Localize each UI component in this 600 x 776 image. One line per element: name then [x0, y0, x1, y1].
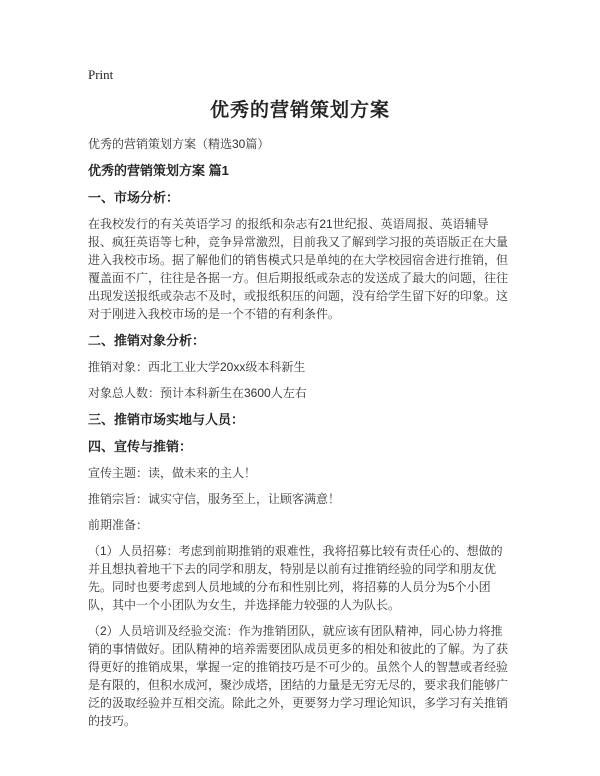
- doc-heading-target-analysis: 二、推销对象分析：: [88, 333, 206, 348]
- doc-heading-market-staff: 三、推销市场实地与人员：: [88, 412, 245, 427]
- doc-heading-part1: 优秀的营销策划方案 篇1: [88, 163, 229, 178]
- doc-paragraph-promo-theme: 宣传主题：读，做未来的主人！: [88, 466, 257, 480]
- doc-paragraph-preparation: 前期准备：: [88, 518, 149, 532]
- doc-heading-promotion: 四、宣传与推销：: [88, 439, 193, 454]
- doc-paragraph-recruitment: （1）人员招募：考虑到前期推销的艰难性，我将招募比较有责任心的、想做的并且想执着地干下去的同学和朋友，特别是以前有过推销经验的同学和朋友优先。同时也要考虑到人员地域的分布和性别比列，将招募的人员分为5个小团队，其中一个小团队为女生，并选择能力较强的人为队长。: [88, 544, 503, 612]
- doc-paragraph-target-count: 对象总人数：预计本科新生在3600人左右: [88, 386, 307, 400]
- page-title: 优秀的营销策划方案: [209, 100, 390, 121]
- print-button[interactable]: Print: [88, 67, 114, 82]
- doc-paragraph-training: （2）人员培训及经验交流：作为推销团队，就应该有团队精神，同心协力将推销的事情做好。团队精神的培养需要团队成员更多的相处和彼此的了解。为了获得更好的推销成果，掌握一定的推销技巧是不可少的。虽然个人的智慧或者经验是有限的，但积水成河，聚沙成塔，团结的力量是无穷无尽的，要求我们能够广泛的汲取经验并互相交流。除此之外，更要努力学习理论知识，多学习有关推销的技巧。: [88, 624, 509, 728]
- doc-paragraph-market-analysis: 在我校发行的有关英语学习 的报纸和杂志有21世纪报、英语周报、英语辅导报、疯狂英语等七种，竞争异常激烈，目前我又了解到学习报的英语版正在大量进入我校市场。据了解他们的销售模式只是单纯的在大学校园宿舍进行推销，但覆盖面不广，往往是各据一方。但后期报纸或杂志的发送成了最大的问题，往往出现发送报纸或杂志不及时，或报纸积压的问题，没有给学生留下好的印象。这对于刚进入我校市场的是一个不错的有利条件。: [88, 217, 509, 321]
- doc-heading-market-analysis: 一、市场分析：: [88, 190, 180, 205]
- doc-subtitle: 优秀的营销策划方案（精选30篇）: [88, 137, 270, 151]
- doc-paragraph-target: 推销对象：西北工业大学20xx级本科新生: [88, 360, 306, 374]
- doc-paragraph-promo-principle: 推销宗旨：诚实守信，服务至上，让顾客满意！: [88, 492, 341, 506]
